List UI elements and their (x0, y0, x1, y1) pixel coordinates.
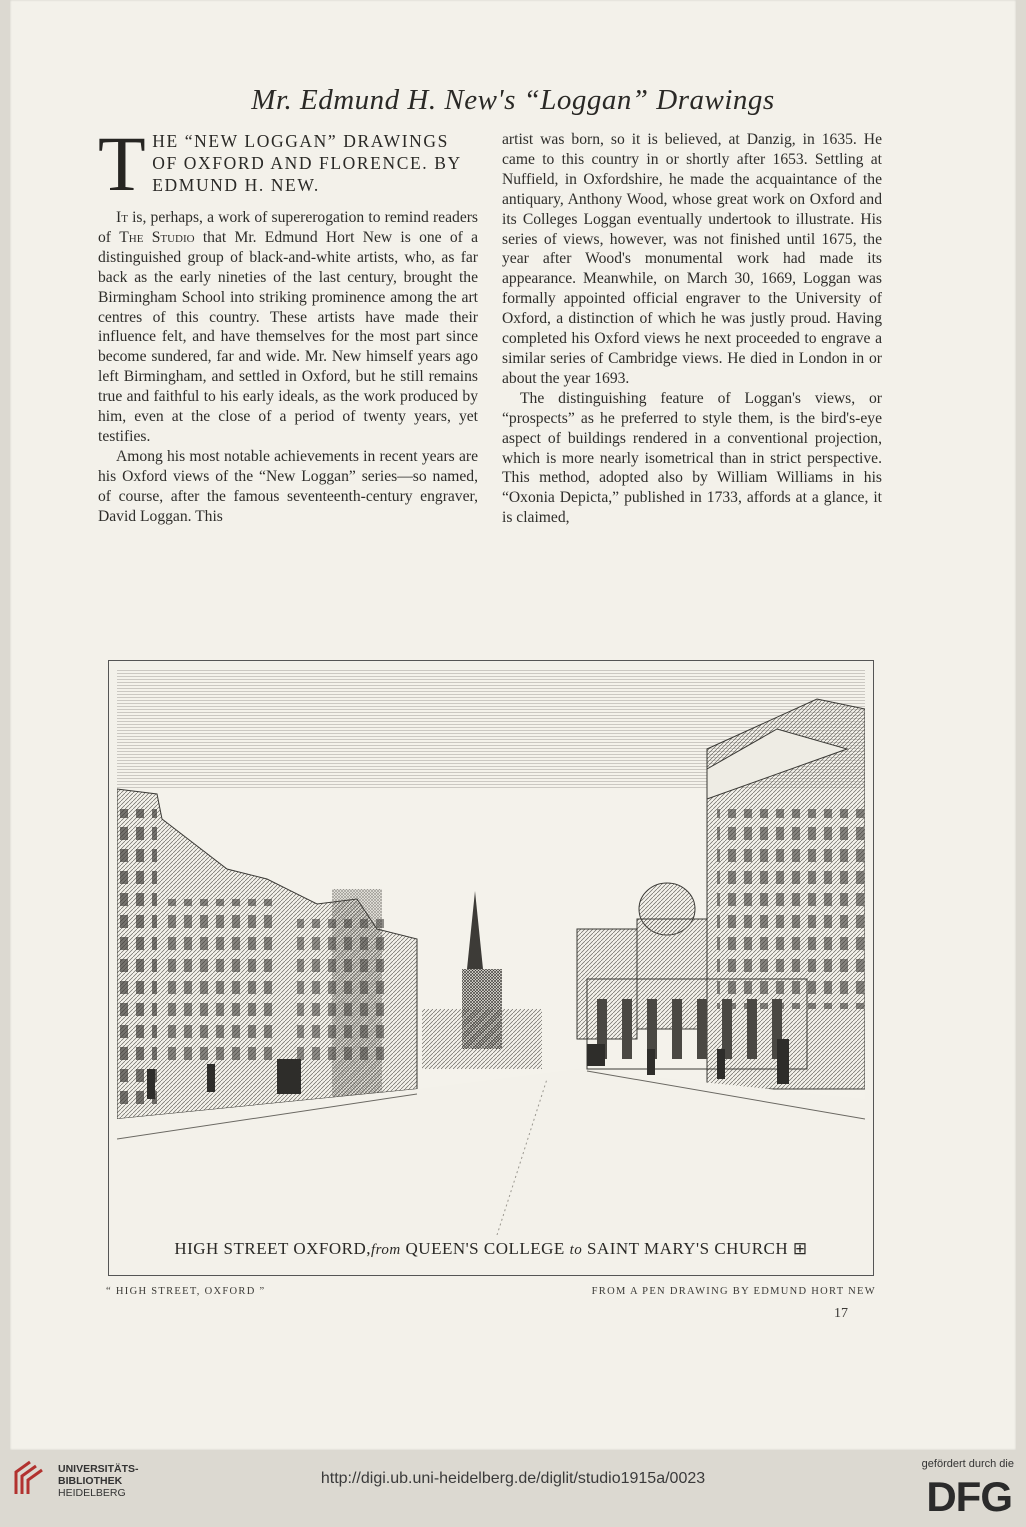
drop-cap: T (98, 120, 148, 207)
paragraph-2: Among his most notable achievements in recent years are his Oxford views of the “New Loggan” series—so named, of course, after the famous seventeenth-century engraver, David Loggan. This (98, 447, 478, 525)
caption-title: “ HIGH STREET, OXFORD ” (106, 1286, 266, 1297)
paragraph-lead: It (116, 209, 128, 226)
caption-credit: FROM A PEN DRAWING BY EDMUND HORT NEW (591, 1286, 876, 1297)
library-name-line: UNIVERSITÄTS- (58, 1463, 139, 1475)
magazine-name: The Studio (119, 228, 195, 246)
pen-drawing-high-street (117, 669, 865, 1235)
plate-title-part: to (569, 1242, 583, 1258)
article-headline (98, 120, 478, 207)
permalink-url[interactable]: http://digi.ub.uni-heidelberg.de/diglit/studio1915a/0023 (320, 1470, 706, 1487)
paragraph-1 (98, 208, 478, 447)
footer-bar (0, 1450, 1026, 1527)
paragraph-text: is, perhaps, a work of supererogation to remind readers of (98, 209, 478, 246)
plate-title (109, 1239, 873, 1259)
running-head: Mr. Edmund H. New's “Loggan” Drawings (251, 84, 775, 116)
library-name-line: HEIDELBERG (58, 1487, 126, 1499)
page-number: 17 (834, 1306, 848, 1321)
paragraph-4: The distinguishing feature of Loggan's views, or “prospects” as he preferred to style them, is the bird's-eye aspect of buildings rendered in a conventional projection, which is more nearly isometrical than in strict perspective. This method, adopted also by William Williams in his “Oxonia Depicta,” published in 1733, affords at a glance, it is claimed, (502, 389, 882, 527)
illustration-plate (108, 660, 874, 1276)
dfg-logo: DFG (926, 1473, 1012, 1520)
plate-title-part: QUEEN'S COLLEGE (400, 1239, 570, 1258)
text-column-left (98, 120, 478, 527)
paragraph-text: that Mr. Edmund Hort New is one of a distinguished group of black-and-white artists, who, as far back as the early nineties of the last century, brought the Birmingham School into striking prominence among the art centres of this country. These artists have made their influence felt, and have themselves for the most part since become sundered, far and wide. Mr. New himself years ago left Birmingham, and settled in Oxford, but he still remains true and faithful to his early ideals, as the work produced by him, even at the close of a period of twenty years, yet testifies. (98, 228, 478, 445)
funding-label: gefördert durch die (921, 1458, 1014, 1470)
plate-title-part: HIGH STREET OXFORD, (174, 1239, 371, 1258)
headline-text: HE “NEW LOGGAN” DRAWINGS OF OXFORD AND FLORENCE. BY EDMUND H. NEW. (152, 131, 462, 195)
paragraph-3: artist was born, so it is believed, at Danzig, in 1635. He came to this country in or shortly after 1653. Settling at Nuffield, in Oxfordshire, he made the acquaintance of the antiquary, Anthony Wood, whose great work on Oxford and its Colleges Loggan eventually undertook to illustrate. His series of views, however, was not finished until 1675, the year after Wood's monumental work had made its appearance. Meanwhile, on March 30, 1669, Loggan was formally appointed official engraver to the University of Oxford, a distinction of which he was justly proud. Having completed his Oxford views he next proceeded to engrave a similar series of Cambridge views. He died in London in or about the year 1693. (502, 131, 882, 387)
plate-title-part: from (370, 1242, 401, 1258)
library-name-line: BIBLIOTHEK (58, 1475, 123, 1487)
text-column-right (502, 130, 882, 528)
plate-title-part: SAINT MARY'S CHURCH ⊞ (582, 1239, 808, 1258)
